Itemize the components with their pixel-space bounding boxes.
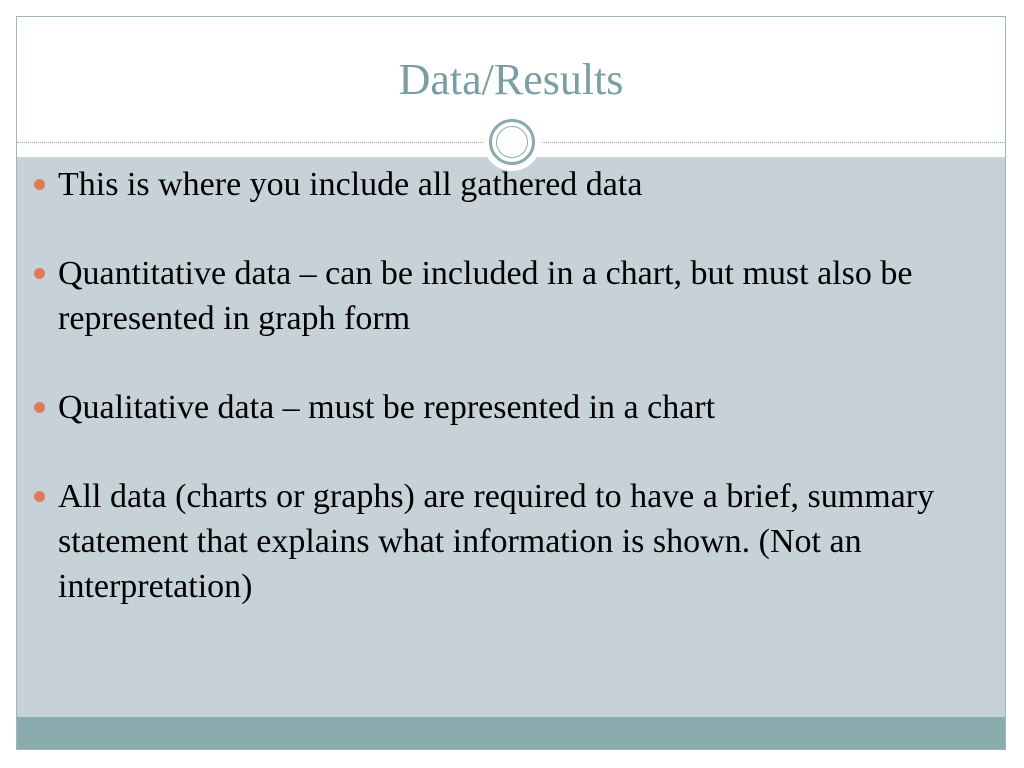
bullet-item <box>30 474 950 609</box>
bullet-text: All data (charts or graphs) are required to have a brief, summary statement that explains what information is shown. (Not an interpretation) <box>58 478 935 605</box>
slide-title: Data/Results <box>398 55 624 104</box>
bullet-dot-icon <box>34 179 45 190</box>
bullet-text: Qualitative data – must be represented in a chart <box>58 389 716 426</box>
ornament-ring-inner <box>496 126 528 158</box>
footer-bar <box>17 717 1005 750</box>
bullet-text: Quantitative data – can be included in a chart, but must also be represented in graph form <box>58 255 913 337</box>
bullet-list <box>30 162 950 653</box>
bullet-text: This is where you include all gathered data <box>58 166 643 203</box>
bullet-dot-icon <box>34 402 45 413</box>
bullet-dot-icon <box>34 268 45 279</box>
bullet-dot-icon <box>34 491 45 502</box>
ornament-ring <box>489 119 535 165</box>
bullet-item <box>30 251 950 341</box>
bullet-item <box>30 162 950 207</box>
bullet-item <box>30 385 950 430</box>
